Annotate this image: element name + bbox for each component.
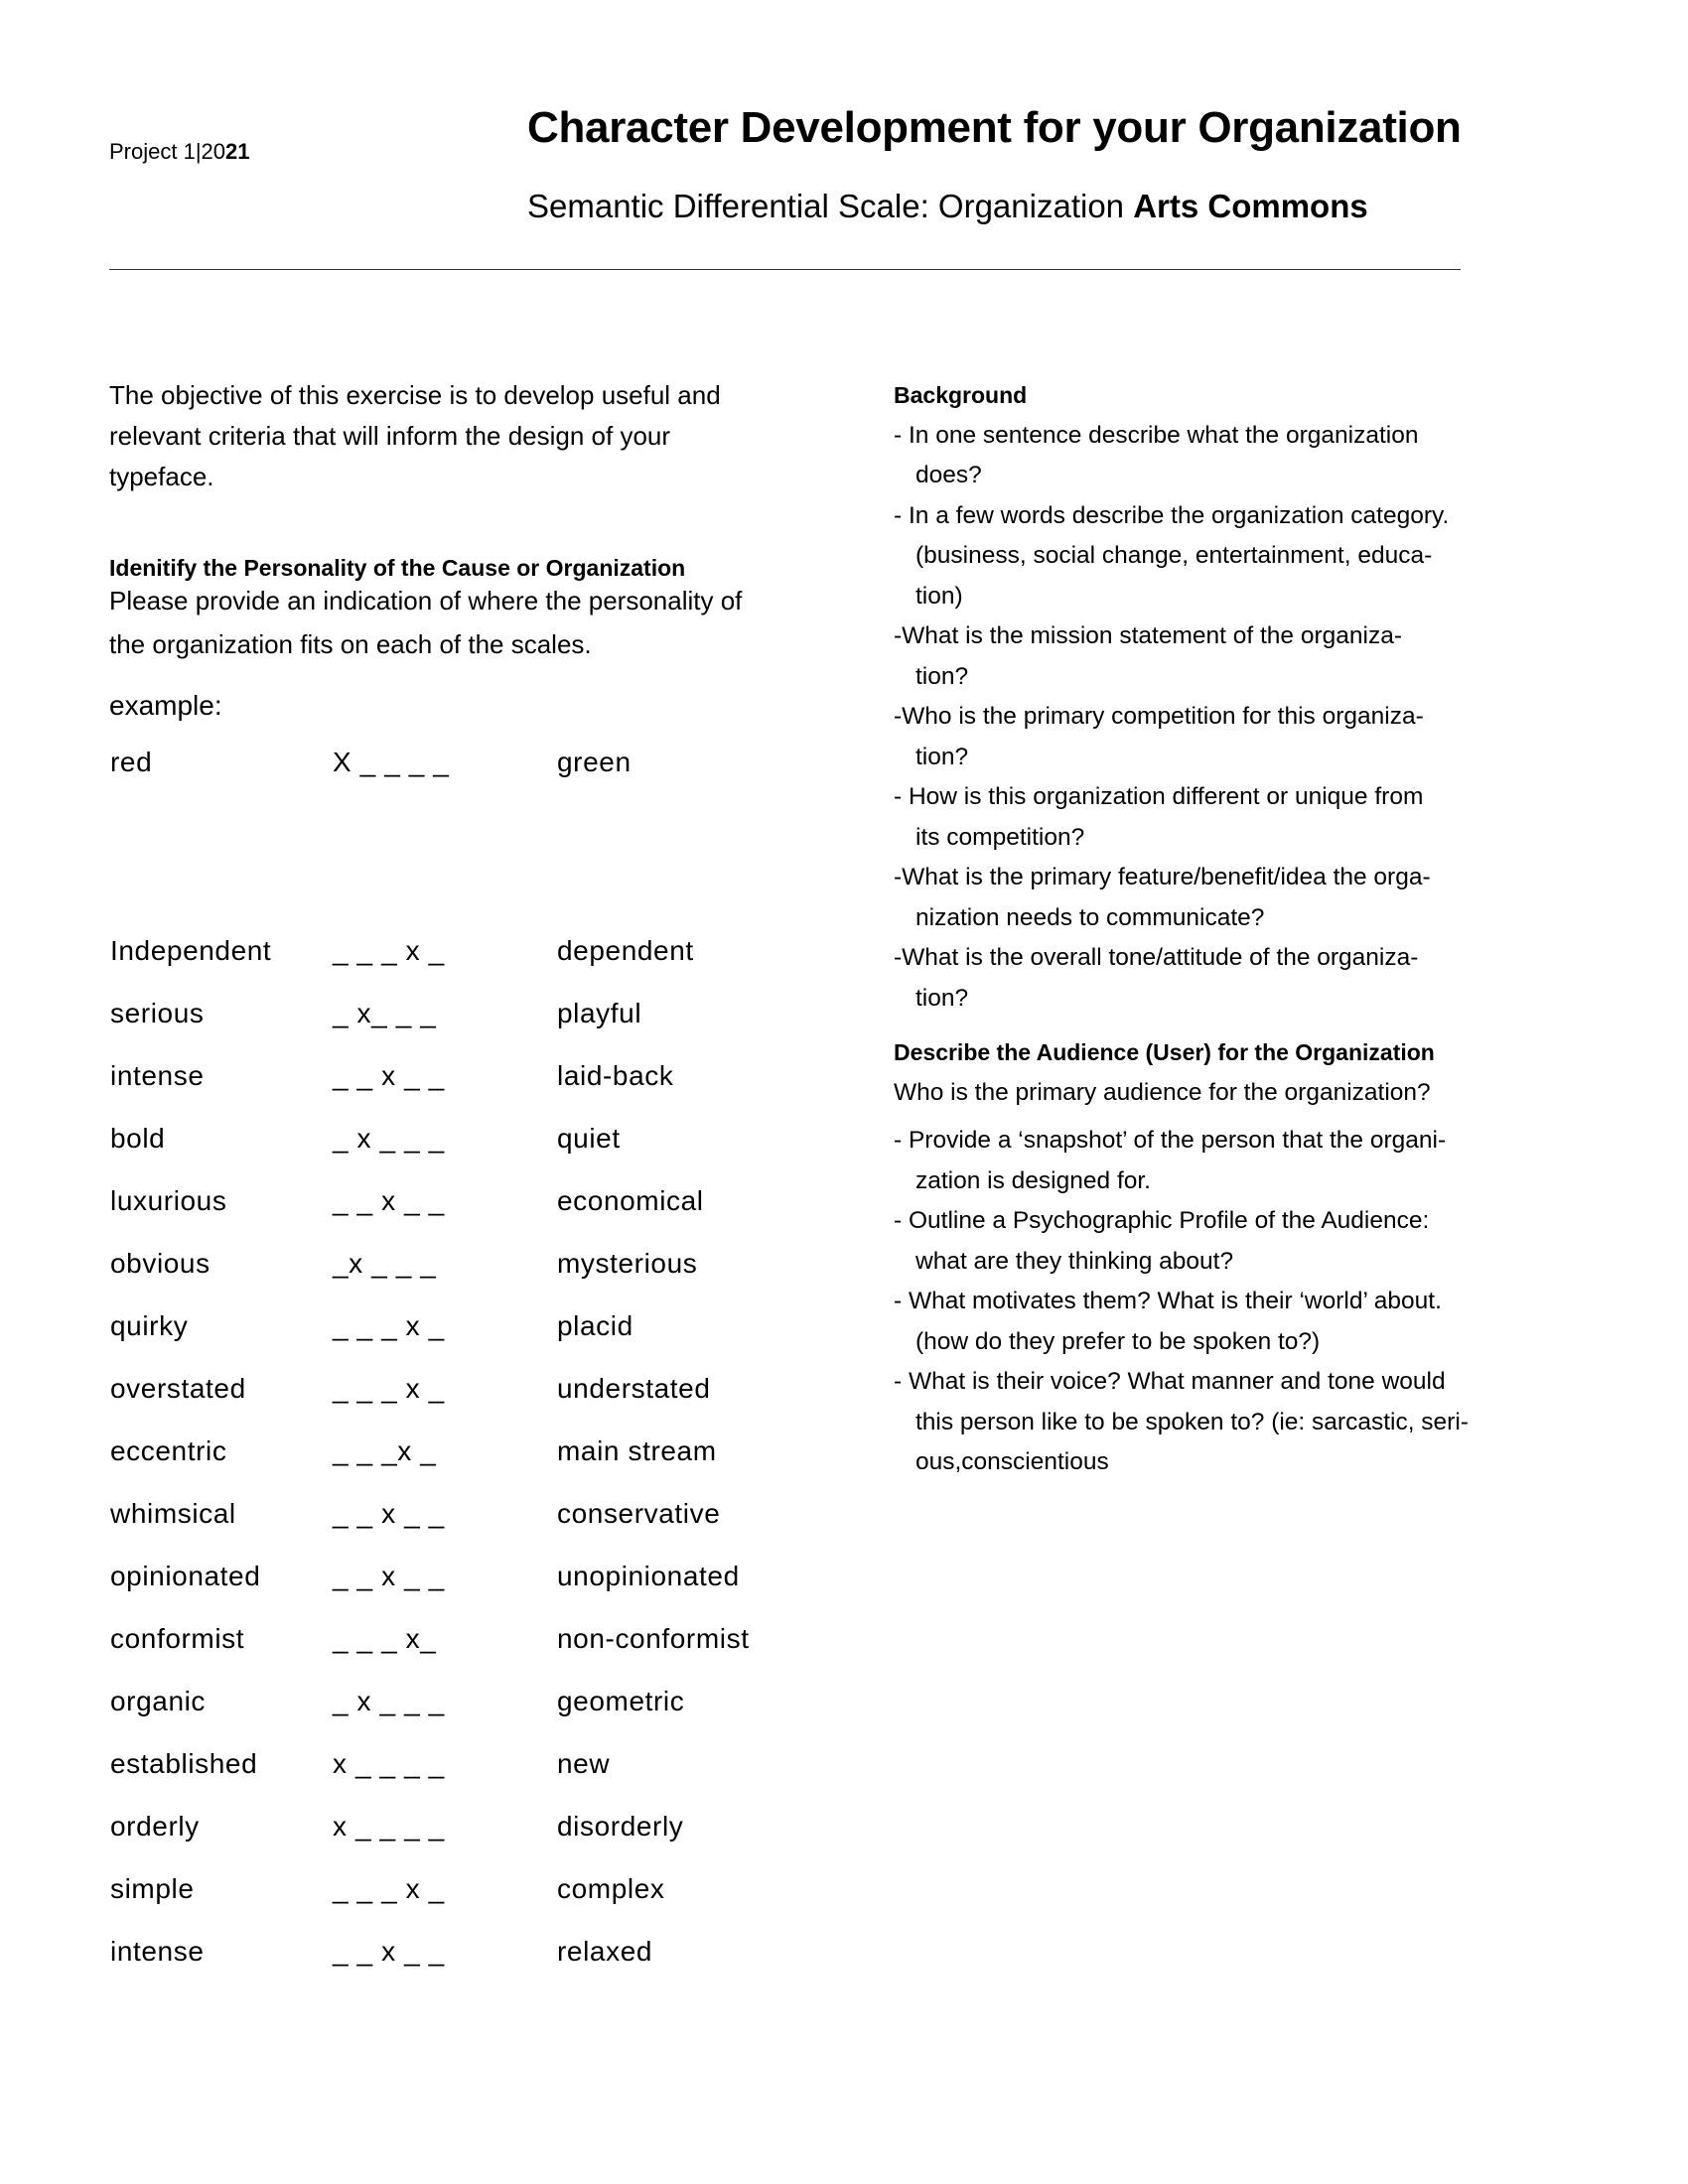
personality-instructions <box>109 579 742 666</box>
question-item <box>894 1201 1469 1282</box>
scale-mark: _ x_ _ _ <box>333 998 437 1028</box>
question-line: ous,conscientious <box>915 1448 1109 1475</box>
scale-left-term: bold <box>110 1123 166 1154</box>
scale-row <box>110 998 805 1037</box>
scale-row <box>110 1748 805 1788</box>
scale-left-term: conformist <box>110 1623 245 1654</box>
scale-right-term: mysterious <box>557 1248 698 1279</box>
question-item <box>894 1121 1469 1201</box>
scale-right-term: green <box>557 747 632 777</box>
question-line: (how do they prefer to be spoken to?) <box>915 1327 1321 1355</box>
example-row <box>110 747 805 786</box>
scale-right-term: playful <box>557 998 642 1028</box>
scale-mark: _ x _ _ _ <box>333 1123 445 1154</box>
scale-mark: _ _ _ x _ <box>333 935 445 966</box>
background-questions <box>894 416 1469 1020</box>
scale-row <box>110 1310 805 1350</box>
question-line: its competition? <box>915 823 1085 851</box>
scale-mark: _ _ x _ _ <box>333 1498 445 1529</box>
scale-left-term: simple <box>110 1873 195 1904</box>
scale-left-term: luxurious <box>110 1185 227 1216</box>
audience-questions <box>894 1121 1469 1483</box>
scale-mark: _x _ _ _ <box>333 1248 437 1279</box>
scale-right-term: conservative <box>557 1498 721 1529</box>
scale-right-term: relaxed <box>557 1936 653 1967</box>
question-item <box>894 938 1469 1019</box>
scale-left-term: orderly <box>110 1811 200 1842</box>
scale-mark: _ _ x _ _ <box>333 1060 445 1091</box>
scale-row <box>110 1811 805 1850</box>
question-line: - In a few words describe the organization category. <box>894 501 1450 529</box>
page-title: Character Development for your Organization <box>527 103 1462 152</box>
question-line: -What is the mission statement of the organiza- <box>894 622 1402 649</box>
scale-mark: _ _ _ x_ <box>333 1623 437 1654</box>
scale-row <box>110 1561 805 1600</box>
question-line: - Outline a Psychographic Profile of the Audience: <box>894 1207 1430 1234</box>
scale-mark: _ _ _ x _ <box>333 1373 445 1404</box>
scale-row <box>110 1060 805 1100</box>
scale-mark: _ _ _ x _ <box>333 1873 445 1904</box>
question-line: -What is the primary feature/benefit/idea the orga- <box>894 864 1431 890</box>
scale-right-term: new <box>557 1748 611 1779</box>
scale-row <box>110 1686 805 1725</box>
scale-right-term: non-conformist <box>557 1623 750 1654</box>
question-line: - Provide a ‘snapshot’ of the person that the organi- <box>894 1127 1447 1154</box>
organization-name: Arts Commons <box>1133 188 1368 224</box>
instruction-line: the organization fits on each of the scales. <box>109 629 592 659</box>
scale-left-term: overstated <box>110 1373 246 1404</box>
scale-left-term: whimsical <box>110 1498 236 1529</box>
question-item <box>894 697 1469 777</box>
question-line: zation is designed for. <box>915 1166 1151 1194</box>
background-heading: Background <box>894 382 1028 408</box>
scale-mark: x _ _ _ _ <box>333 1748 445 1779</box>
instruction-line: Please provide an indication of where the personality of <box>109 586 743 615</box>
scale-row <box>110 1123 805 1162</box>
question-item <box>894 616 1469 697</box>
scale-row <box>110 1873 805 1913</box>
scale-row <box>110 1498 805 1538</box>
scale-right-term: understated <box>557 1373 711 1404</box>
project-label <box>109 139 250 165</box>
question-line: -Who is the primary competition for this organiza- <box>894 703 1424 730</box>
scale-right-term: disorderly <box>557 1811 684 1842</box>
scale-right-term: geometric <box>557 1686 685 1716</box>
page-subtitle <box>527 188 1368 225</box>
scale-mark: _ _ _ x _ <box>333 1310 445 1341</box>
subtitle-prefix: Semantic Differential Scale: Organization <box>527 188 1134 224</box>
question-line: tion) <box>915 582 963 610</box>
scale-row <box>110 1435 805 1475</box>
scale-left-term: quirky <box>110 1310 189 1341</box>
scale-right-term: placid <box>557 1310 633 1341</box>
question-line: what are they thinking about? <box>915 1247 1234 1275</box>
question-line: tion? <box>915 743 969 770</box>
question-line: - In one sentence describe what the organization <box>894 421 1419 449</box>
question-item <box>894 1362 1469 1483</box>
question-item <box>894 777 1469 858</box>
question-line: tion? <box>915 662 969 690</box>
scale-mark: _ _ x _ _ <box>333 1936 445 1967</box>
scale-right-term: laid-back <box>557 1060 674 1091</box>
question-line: - What motivates them? What is their ‘world’ about. <box>894 1288 1442 1314</box>
scale-row <box>110 1185 805 1225</box>
example-label: example: <box>109 690 222 721</box>
intro-line: typeface. <box>109 462 214 491</box>
scale-row <box>110 1373 805 1413</box>
scale-right-term: unopinionated <box>557 1561 740 1591</box>
audience-heading: Describe the Audience (User) for the Organization <box>894 1039 1435 1065</box>
question-line: this person like to be spoken to? (ie: sarcastic, seri- <box>915 1408 1469 1435</box>
question-item <box>894 858 1469 938</box>
scale-right-term: dependent <box>557 935 694 966</box>
scale-row <box>110 1248 805 1288</box>
question-line: - What is their voice? What manner and tone would <box>894 1368 1446 1395</box>
project-year: 21 <box>225 139 250 164</box>
scale-left-term: established <box>110 1748 258 1779</box>
header-divider <box>109 269 1461 270</box>
scale-row <box>110 935 805 975</box>
question-line: does? <box>915 462 982 488</box>
scale-row <box>110 1623 805 1663</box>
question-item <box>894 496 1469 617</box>
scale-right-term: complex <box>557 1873 665 1904</box>
scale-left-term: organic <box>110 1686 207 1716</box>
scale-left-term: intense <box>110 1936 205 1967</box>
scale-right-term: main stream <box>557 1435 717 1466</box>
scale-row <box>110 1936 805 1976</box>
scale-left-term: serious <box>110 998 205 1028</box>
question-item <box>894 416 1469 496</box>
project-text: Project 1|20 <box>109 139 226 164</box>
question-line: (business, social change, entertainment, educa- <box>915 542 1433 569</box>
scale-left-term: Independent <box>110 935 272 966</box>
intro-paragraph <box>109 375 721 497</box>
scale-right-term: quiet <box>557 1123 621 1154</box>
scale-left-term: eccentric <box>110 1435 227 1466</box>
question-item <box>894 1282 1469 1362</box>
scale-left-term: intense <box>110 1060 205 1091</box>
audience-question: Who is the primary audience for the organization? <box>894 1078 1431 1106</box>
scale-mark: _ _ x _ _ <box>333 1561 445 1591</box>
question-line: -What is the overall tone/attitude of the organiza- <box>894 944 1419 971</box>
scale-mark: X _ _ _ _ <box>333 747 450 777</box>
scale-mark: x _ _ _ _ <box>333 1811 445 1842</box>
scale-mark: _ x _ _ _ <box>333 1686 445 1716</box>
personality-heading: Idenitify the Personality of the Cause or Organization <box>109 555 686 581</box>
scale-right-term: economical <box>557 1185 704 1216</box>
scale-mark: _ _ x _ _ <box>333 1185 445 1216</box>
question-line: - How is this organization different or unique from <box>894 783 1424 810</box>
scale-left-term: opinionated <box>110 1561 261 1591</box>
intro-line: The objective of this exercise is to develop useful and <box>109 380 721 410</box>
scale-left-term: obvious <box>110 1248 211 1279</box>
right-column <box>894 375 1469 1483</box>
intro-line: relevant criteria that will inform the design of your <box>109 421 671 451</box>
question-line: tion? <box>915 984 969 1012</box>
question-line: nization needs to communicate? <box>915 903 1265 931</box>
scale-mark: _ _ _x _ <box>333 1435 437 1466</box>
scale-left-term: red <box>110 747 153 777</box>
